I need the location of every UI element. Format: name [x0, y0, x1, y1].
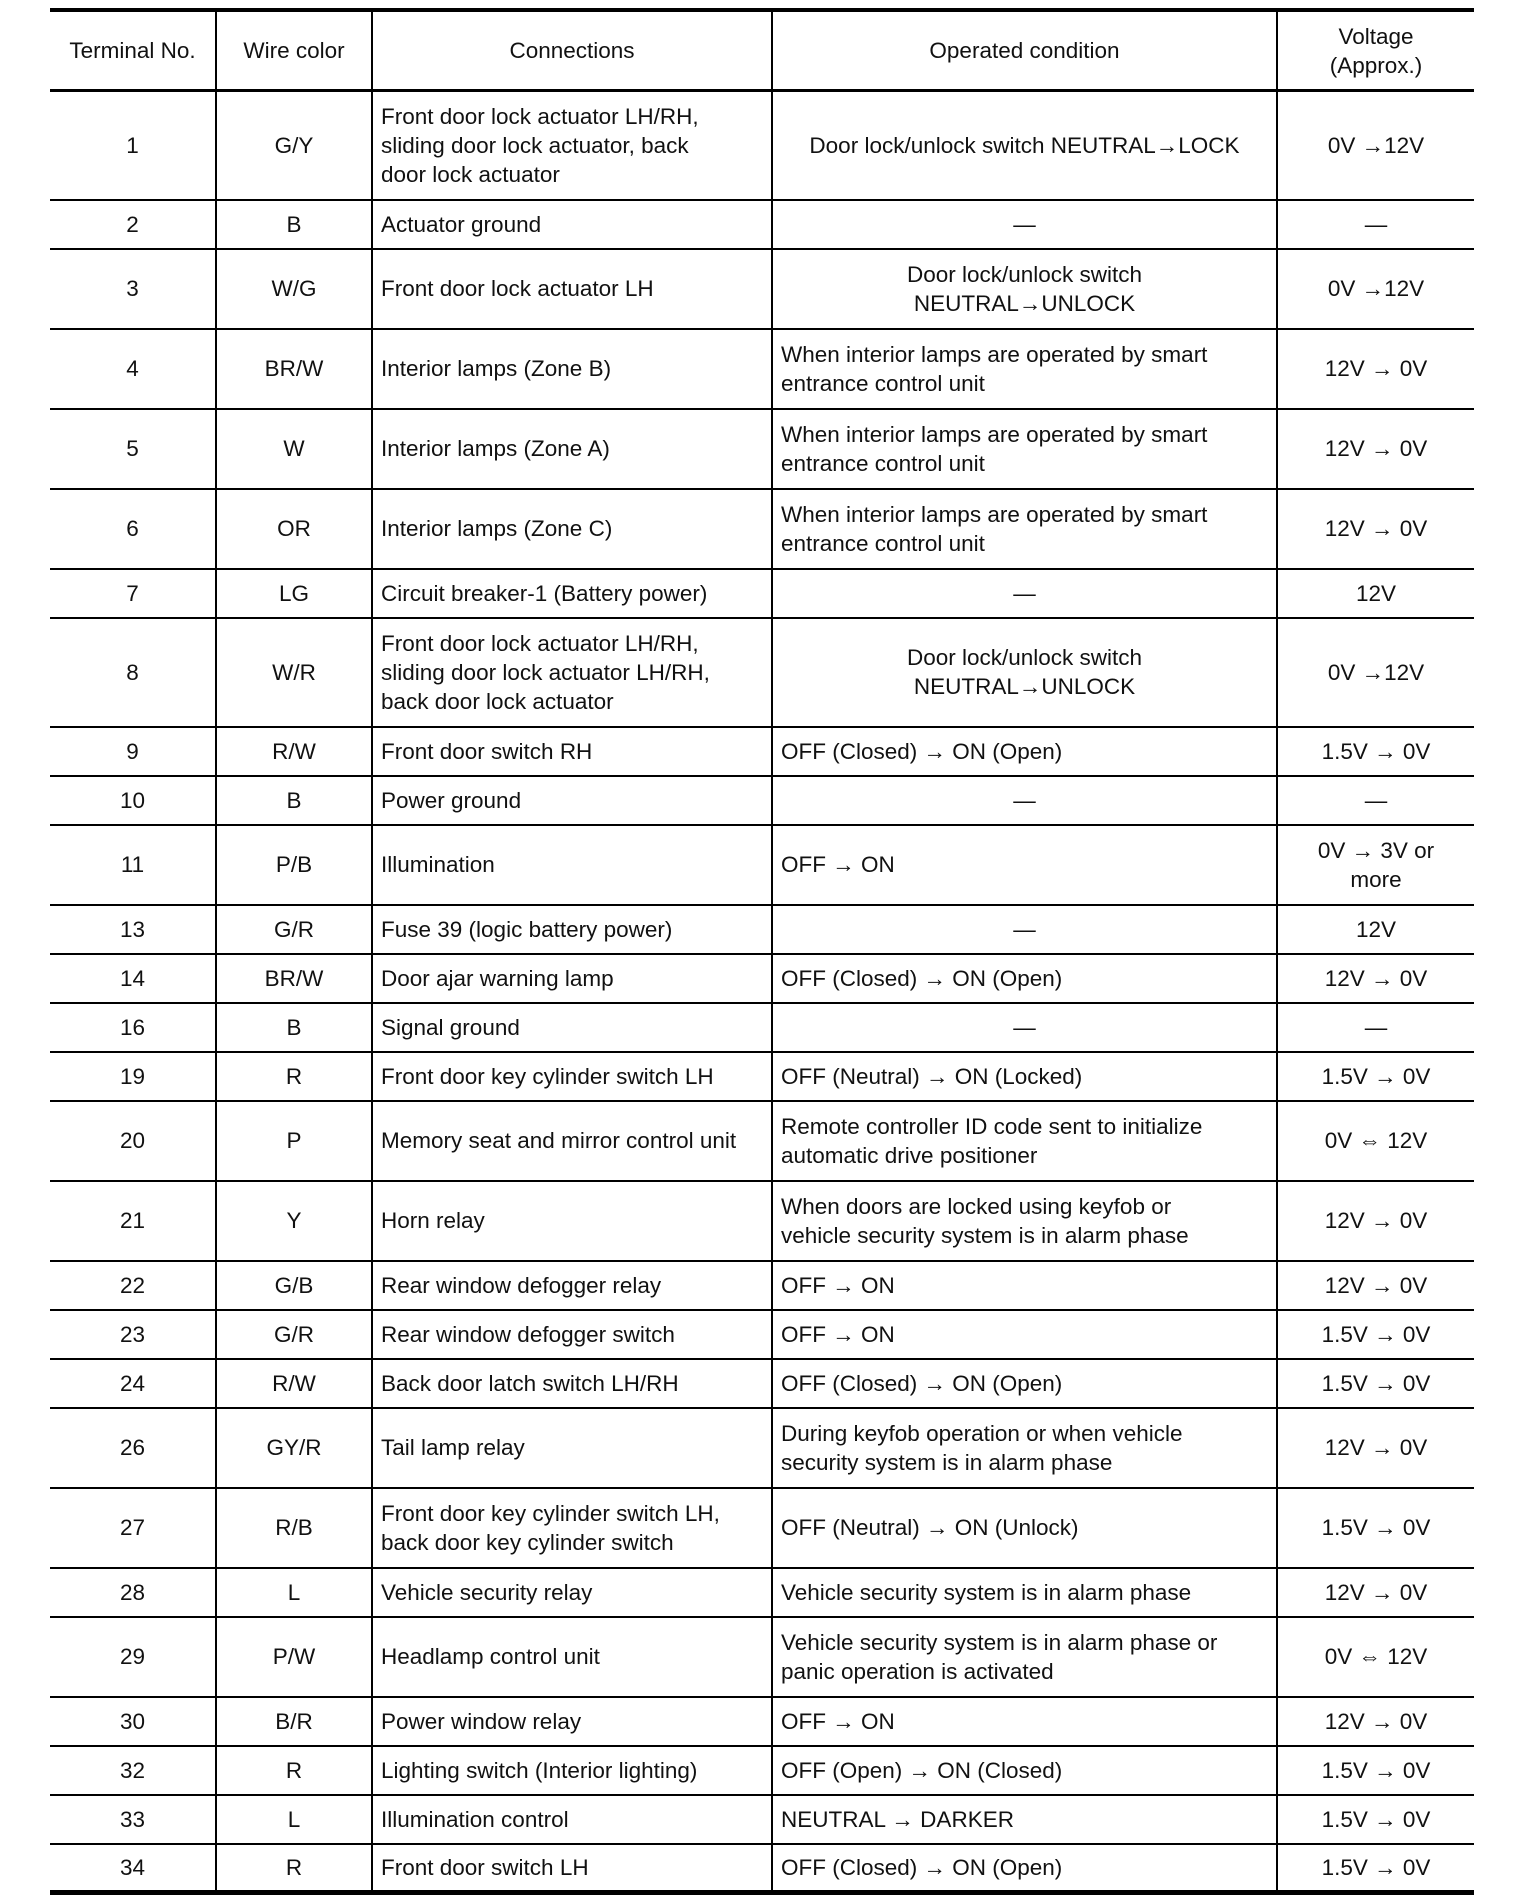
connections-cell: Front door switch RH: [372, 727, 772, 776]
operated-condition-cell: During keyfob operation or when vehicle security system is in alarm phase: [772, 1408, 1277, 1488]
connections-cell: Memory seat and mirror control unit: [372, 1101, 772, 1181]
connections-cell: Front door lock actuator LH/RH, sliding door lock actuator, back door lock actuator: [372, 91, 772, 200]
operated-condition-cell: OFF (Neutral) → ON (Locked): [772, 1052, 1277, 1101]
operated-condition-cell: OFF (Closed) → ON (Open): [772, 1359, 1277, 1408]
voltage-cell: 1.5V → 0V: [1277, 1359, 1474, 1408]
wire-color-cell: P/W: [216, 1617, 372, 1697]
voltage-cell: 12V → 0V: [1277, 1408, 1474, 1488]
operated-condition-cell: NEUTRAL → DARKER: [772, 1795, 1277, 1844]
voltage-cell: 1.5V → 0V: [1277, 1795, 1474, 1844]
connections-cell: Front door lock actuator LH: [372, 249, 772, 329]
operated-condition-cell: OFF (Closed) → ON (Open): [772, 954, 1277, 1003]
wire-color-cell: GY/R: [216, 1408, 372, 1488]
voltage-cell: 12V → 0V: [1277, 1261, 1474, 1310]
table-row: [50, 1697, 1474, 1746]
voltage-cell: —: [1277, 776, 1474, 825]
terminal-no-cell: 1: [126, 132, 139, 158]
header-row: [50, 10, 1474, 91]
wire-color-cell: R/B: [216, 1488, 372, 1568]
wire-color-cell: G/Y: [216, 91, 372, 200]
table-row: [50, 200, 1474, 249]
wire-color-cell: L: [216, 1795, 372, 1844]
connections-cell: Door ajar warning lamp: [372, 954, 772, 1003]
header-voltage: Voltage (Approx.): [1277, 10, 1474, 91]
table-row: [50, 905, 1474, 954]
operated-condition-cell: Door lock/unlock switch NEUTRAL→UNLOCK: [772, 249, 1277, 329]
table-row: [50, 329, 1474, 409]
voltage-cell: 12V → 0V: [1277, 409, 1474, 489]
terminal-no-cell: 27: [119, 1515, 146, 1540]
header-wire-color: Wire color: [216, 10, 372, 91]
operated-condition-cell: Remote controller ID code sent to initialize automatic drive positioner: [772, 1101, 1277, 1181]
voltage-cell: 12V: [1277, 569, 1474, 618]
wire-color-cell: G/R: [216, 905, 372, 954]
terminal-no-cell: 10: [119, 787, 146, 813]
terminal-no-cell: 21: [119, 1208, 146, 1233]
operated-condition-cell: OFF → ON: [772, 825, 1277, 905]
operated-condition-cell: OFF → ON: [772, 1310, 1277, 1359]
voltage-cell: 0V → 3V or more: [1277, 825, 1474, 905]
operated-condition-cell: —: [772, 200, 1277, 249]
voltage-cell: 12V → 0V: [1277, 1568, 1474, 1617]
voltage-cell: 12V → 0V: [1277, 1181, 1474, 1261]
table-row: [50, 1359, 1474, 1408]
table-row: [50, 1844, 1474, 1893]
voltage-cell: 12V → 0V: [1277, 1697, 1474, 1746]
terminal-no-cell: 9: [126, 738, 139, 764]
connections-cell: Tail lamp relay: [372, 1408, 772, 1488]
connections-cell: Front door switch LH: [372, 1844, 772, 1893]
connections-cell: Interior lamps (Zone C): [372, 489, 772, 569]
operated-condition-cell: OFF (Closed) → ON (Open): [772, 727, 1277, 776]
voltage-cell: 12V: [1277, 905, 1474, 954]
terminal-no-cell: 32: [119, 1757, 146, 1783]
wire-color-cell: P: [216, 1101, 372, 1181]
terminal-no-cell: 26: [119, 1435, 146, 1460]
operated-condition-cell: OFF (Closed) → ON (Open): [772, 1844, 1277, 1893]
connections-cell: Horn relay: [372, 1181, 772, 1261]
wire-color-cell: G/B: [216, 1261, 372, 1310]
header-connections: Connections: [372, 10, 772, 91]
voltage-cell: 1.5V → 0V: [1277, 1844, 1474, 1893]
voltage-cell: 0V →12V: [1277, 618, 1474, 727]
connections-cell: Lighting switch (Interior lighting): [372, 1746, 772, 1795]
operated-condition-cell: When doors are locked using keyfob or vehicle security system is in alarm phase: [772, 1181, 1277, 1261]
wire-color-cell: R: [216, 1844, 372, 1893]
terminal-no-cell: 6: [126, 516, 139, 541]
connections-cell: Front door key cylinder switch LH: [372, 1052, 772, 1101]
table-row: [50, 727, 1474, 776]
wire-color-cell: R/W: [216, 727, 372, 776]
connections-cell: Front door lock actuator LH/RH, sliding door lock actuator LH/RH, back door lock actuator: [372, 618, 772, 727]
wire-color-cell: R/W: [216, 1359, 372, 1408]
operated-condition-cell: —: [772, 776, 1277, 825]
connections-cell: Signal ground: [372, 1003, 772, 1052]
terminal-no-cell: 23: [119, 1321, 146, 1347]
voltage-cell: 1.5V → 0V: [1277, 1488, 1474, 1568]
voltage-cell: 1.5V → 0V: [1277, 1746, 1474, 1795]
connections-cell: Rear window defogger relay: [372, 1261, 772, 1310]
terminal-no-cell: 13: [119, 916, 146, 942]
table-row: [50, 618, 1474, 727]
table-row: [50, 569, 1474, 618]
operated-condition-cell: When interior lamps are operated by smart entrance control unit: [772, 409, 1277, 489]
connections-cell: Front door key cylinder switch LH, back door key cylinder switch: [372, 1488, 772, 1568]
connections-cell: Headlamp control unit: [372, 1617, 772, 1697]
table-row: [50, 1408, 1474, 1488]
voltage-cell: 1.5V → 0V: [1277, 1052, 1474, 1101]
table-row: [50, 489, 1474, 569]
voltage-cell: 0V →12V: [1277, 91, 1474, 200]
operated-condition-cell: When interior lamps are operated by smart entrance control unit: [772, 329, 1277, 409]
voltage-cell: 1.5V → 0V: [1277, 1310, 1474, 1359]
table-row: [50, 1052, 1474, 1101]
wire-color-cell: BR/W: [216, 329, 372, 409]
connections-cell: Back door latch switch LH/RH: [372, 1359, 772, 1408]
terminal-no-cell: 24: [119, 1370, 146, 1396]
terminal-no-cell: 11: [120, 852, 145, 877]
voltage-cell: 12V → 0V: [1277, 489, 1474, 569]
voltage-cell: —: [1277, 1003, 1474, 1052]
operated-condition-cell: OFF (Open) → ON (Closed): [772, 1746, 1277, 1795]
connections-cell: Fuse 39 (logic battery power): [372, 905, 772, 954]
voltage-cell: 1.5V → 0V: [1277, 727, 1474, 776]
wire-color-cell: LG: [216, 569, 372, 618]
terminal-no-cell: 7: [126, 580, 139, 606]
wire-color-cell: W/R: [216, 618, 372, 727]
connections-cell: Power window relay: [372, 1697, 772, 1746]
terminal-no-cell: 30: [119, 1708, 146, 1734]
voltage-cell: 12V → 0V: [1277, 954, 1474, 1003]
terminal-no-cell: 20: [119, 1128, 146, 1153]
wire-color-cell: B: [216, 776, 372, 825]
connections-cell: Rear window defogger switch: [372, 1310, 772, 1359]
terminal-no-cell: 19: [119, 1063, 146, 1089]
wire-color-cell: W: [216, 409, 372, 489]
wire-color-cell: BR/W: [216, 954, 372, 1003]
wire-color-cell: B: [216, 200, 372, 249]
operated-condition-cell: Door lock/unlock switch NEUTRAL→LOCK: [772, 91, 1277, 200]
table-row: [50, 1181, 1474, 1261]
wire-color-cell: B: [216, 1003, 372, 1052]
table-row: [50, 1488, 1474, 1568]
table-row: [50, 249, 1474, 329]
terminal-no-cell: 4: [126, 356, 139, 381]
table-row: [50, 91, 1474, 200]
terminal-no-cell: 5: [126, 436, 139, 461]
connections-cell: Actuator ground: [372, 200, 772, 249]
header-terminal-no: Terminal No.: [69, 38, 196, 63]
terminal-no-cell: 28: [119, 1579, 146, 1605]
table-row: [50, 1568, 1474, 1617]
wire-color-cell: L: [216, 1568, 372, 1617]
connections-cell: Circuit breaker-1 (Battery power): [372, 569, 772, 618]
voltage-cell: 0V ⇔ 12V: [1277, 1101, 1474, 1181]
operated-condition-cell: —: [772, 905, 1277, 954]
operated-condition-cell: OFF → ON: [772, 1261, 1277, 1310]
operated-condition-cell: —: [772, 1003, 1277, 1052]
connections-cell: Illumination control: [372, 1795, 772, 1844]
table-row: [50, 409, 1474, 489]
connections-cell: Power ground: [372, 776, 772, 825]
voltage-cell: 0V ⇔ 12V: [1277, 1617, 1474, 1697]
table-row: [50, 1310, 1474, 1359]
operated-condition-cell: Vehicle security system is in alarm phase or panic operation is activated: [772, 1617, 1277, 1697]
header-operated-condition: Operated condition: [772, 10, 1277, 91]
wire-color-cell: Y: [216, 1181, 372, 1261]
voltage-cell: 0V →12V: [1277, 249, 1474, 329]
connections-cell: Interior lamps (Zone B): [372, 329, 772, 409]
terminal-no-cell: 33: [119, 1806, 146, 1832]
wire-color-cell: R: [216, 1746, 372, 1795]
wire-color-cell: OR: [216, 489, 372, 569]
terminal-no-cell: 14: [119, 965, 146, 991]
terminal-table: [50, 8, 1474, 1895]
table-row: [50, 776, 1474, 825]
table-row: [50, 1261, 1474, 1310]
table-row: [50, 825, 1474, 905]
wire-color-cell: B/R: [216, 1697, 372, 1746]
wire-color-cell: P/B: [216, 825, 372, 905]
terminal-no-cell: 2: [126, 211, 139, 237]
table-row: [50, 954, 1474, 1003]
table-row: [50, 1617, 1474, 1697]
wire-color-cell: R: [216, 1052, 372, 1101]
connections-cell: Illumination: [372, 825, 772, 905]
connections-cell: Interior lamps (Zone A): [372, 409, 772, 489]
table-row: [50, 1003, 1474, 1052]
terminal-no-cell: 16: [119, 1014, 146, 1040]
terminal-no-cell: 8: [126, 659, 139, 685]
operated-condition-cell: OFF (Neutral) → ON (Unlock): [772, 1488, 1277, 1568]
connections-cell: Vehicle security relay: [372, 1568, 772, 1617]
terminal-no-cell: 34: [119, 1854, 146, 1880]
voltage-cell: —: [1277, 200, 1474, 249]
wire-color-cell: G/R: [216, 1310, 372, 1359]
voltage-cell: 12V → 0V: [1277, 329, 1474, 409]
operated-condition-cell: Vehicle security system is in alarm phase: [772, 1568, 1277, 1617]
table-row: [50, 1101, 1474, 1181]
terminal-no-cell: 22: [119, 1272, 146, 1298]
terminal-no-cell: 29: [119, 1644, 146, 1669]
table-row: [50, 1746, 1474, 1795]
table-row: [50, 1795, 1474, 1844]
wire-color-cell: W/G: [216, 249, 372, 329]
terminal-no-cell: 3: [126, 276, 139, 301]
operated-condition-cell: OFF → ON: [772, 1697, 1277, 1746]
operated-condition-cell: When interior lamps are operated by smart entrance control unit: [772, 489, 1277, 569]
operated-condition-cell: Door lock/unlock switch NEUTRAL→UNLOCK: [772, 618, 1277, 727]
operated-condition-cell: —: [772, 569, 1277, 618]
